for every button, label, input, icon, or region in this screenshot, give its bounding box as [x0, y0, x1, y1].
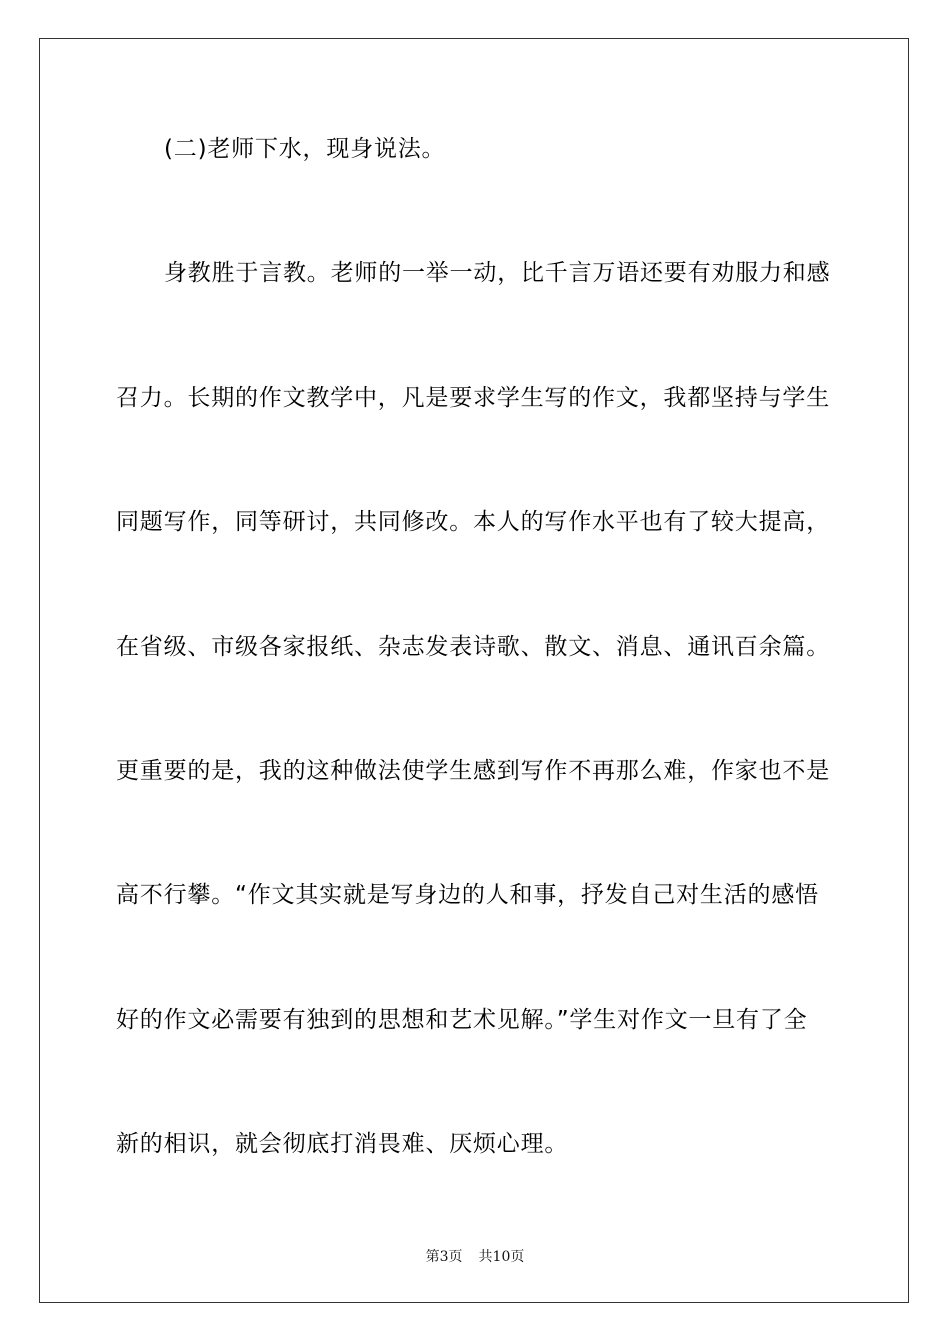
paragraph-line: 更重要的是，我的这种做法使学生感到写作不再那么难，作家也不是: [116, 758, 830, 784]
page-footer: [0, 1248, 950, 1266]
paragraph-line: 高不行攀。“作文其实就是写身边的人和事，抒发自己对生活的感悟: [116, 882, 819, 908]
page-total: 共10页: [478, 1249, 525, 1265]
paragraph-line: 同题写作，同等研讨，共同修改。本人的写作水平也有了较大提高，: [116, 509, 830, 535]
page-number: 第3页: [425, 1249, 463, 1265]
page-border: [39, 38, 909, 1303]
paragraph-line: 身教胜于言教。老师的一举一动，比千言万语还要有劝服力和感: [164, 260, 831, 286]
section-heading: (二)老师下水，现身说法。: [164, 136, 446, 162]
paragraph-line: 召力。长期的作文教学中，凡是要求学生写的作文，我都坚持与学生: [116, 385, 830, 411]
paragraph-line: 在省级、市级各家报纸、杂志发表诗歌、散文、消息、通讯百余篇。: [116, 634, 830, 660]
paragraph-line: 好的作文必需要有独到的思想和艺术见解。”学生对作文一旦有了全: [116, 1007, 808, 1033]
paragraph-line: 新的相识，就会彻底打消畏难、厌烦心理。: [116, 1131, 569, 1157]
